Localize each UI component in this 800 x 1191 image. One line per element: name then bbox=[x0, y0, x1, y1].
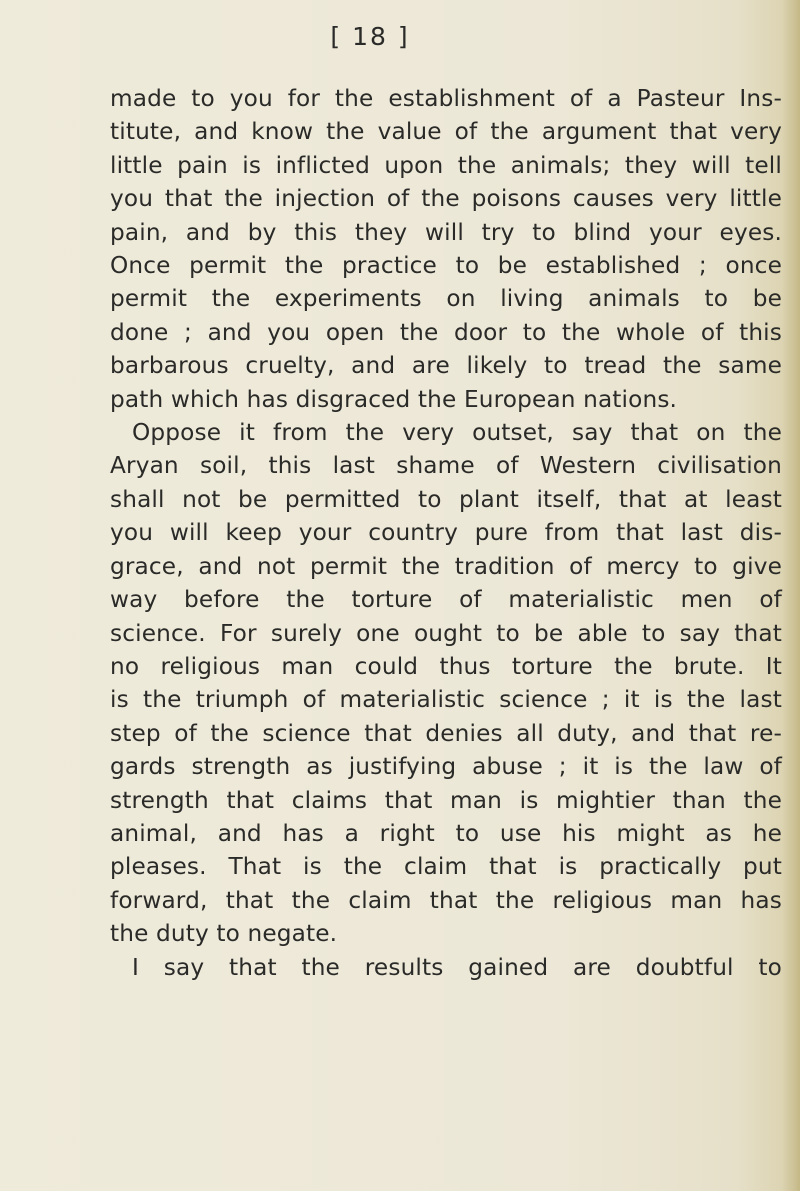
text-line: path which has disgraced the European nations. bbox=[110, 385, 678, 413]
text-line: is the triumph of materialistic science ; it is the last bbox=[110, 686, 782, 714]
text-line: permit the experiments on living animals to be bbox=[110, 285, 782, 313]
text-line: pleases. That is the claim that is practically put bbox=[110, 853, 782, 881]
text-line: gards strength as justifying abuse ; it is the law of bbox=[110, 753, 782, 781]
text-line: forward, that the claim that the religious man has bbox=[110, 886, 782, 914]
text-line: shall not be permitted to plant itself, that at least bbox=[110, 485, 782, 513]
text-line: step of the science that denies all duty, and that re- bbox=[110, 719, 782, 747]
text-line: grace, and not permit the tradition of mercy to give bbox=[110, 552, 782, 580]
text-line: made to you for the establishment of a Pasteur Ins- bbox=[110, 85, 782, 112]
text-line: you will keep your country pure from that last dis- bbox=[110, 519, 782, 547]
text-line: way before the torture of materialistic men of bbox=[110, 586, 782, 614]
text-line: the duty to negate. bbox=[110, 920, 338, 948]
body-text bbox=[110, 82, 782, 984]
text-line: Once permit the practice to be established ; once bbox=[110, 252, 782, 280]
text-line: Aryan soil, this last shame of Western civilisation bbox=[110, 452, 782, 480]
text-line: animal, and has a right to use his might as he bbox=[110, 819, 782, 847]
page-number: [ 18 ] bbox=[330, 22, 410, 51]
text-line: done ; and you open the door to the whole of this bbox=[110, 318, 782, 346]
text-line: science. For surely one ought to be able to say that bbox=[110, 619, 782, 647]
text-line: pain, and by this they will try to blind your eyes. bbox=[110, 218, 782, 246]
text-line: little pain is inflicted upon the animals; they will tell bbox=[110, 151, 782, 179]
text-line: Oppose it from the very outset, say that on the bbox=[132, 419, 782, 447]
text-line: strength that claims that man is mightier than the bbox=[110, 786, 782, 814]
text-line: you that the injection of the poisons causes very little bbox=[110, 185, 782, 213]
text-line: no religious man could thus torture the brute. It bbox=[110, 652, 782, 680]
page-edge-shadow bbox=[782, 0, 800, 1191]
text-line: I say that the results gained are doubtful to bbox=[132, 953, 782, 981]
text-line: titute, and know the value of the argument that very bbox=[110, 118, 782, 146]
text-line: barbarous cruelty, and are likely to tread the same bbox=[110, 352, 782, 380]
